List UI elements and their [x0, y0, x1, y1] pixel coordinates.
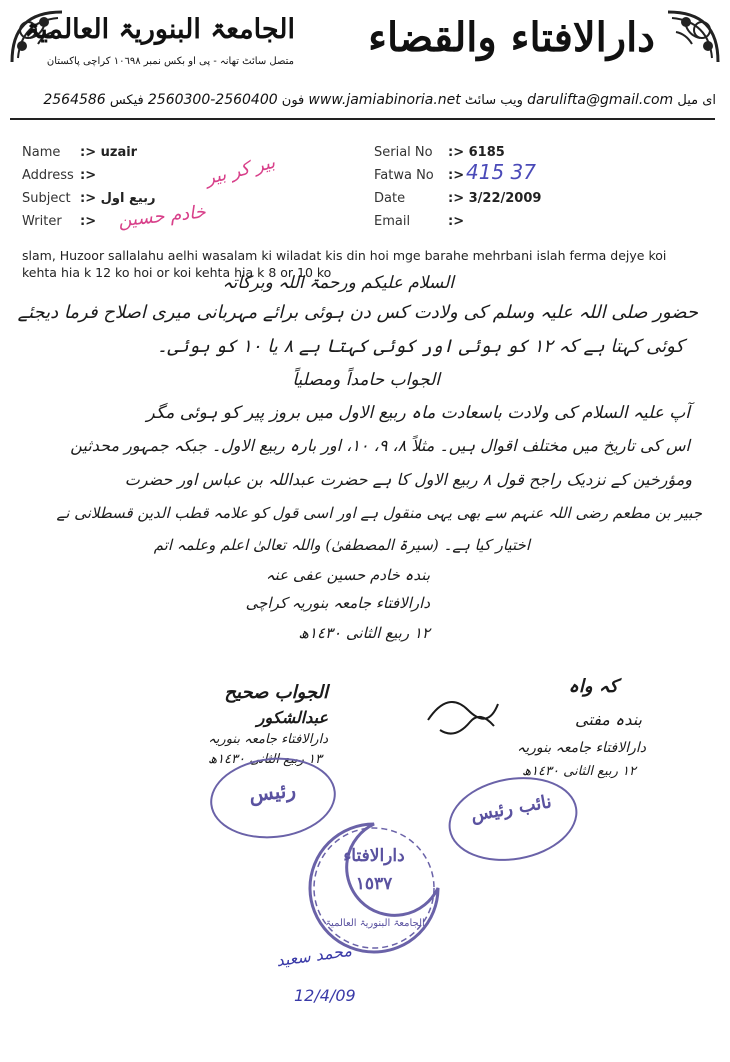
answer-heading: الجواب حامداً ومصلیاً [292, 370, 440, 390]
phone-numbers: 2560300-2560400 [147, 92, 278, 108]
right-stamp-text: نائب رئیس [469, 791, 554, 827]
writer-handwritten: خادم حسین [117, 201, 207, 232]
address-value: :> [80, 168, 97, 183]
serial-label: Serial No [374, 145, 433, 160]
name-label: Name [22, 145, 61, 160]
mufti-signature: بندہ خادم حسین عفی عنہ [265, 566, 430, 584]
crescent-seal-title: دارالافتاء [343, 846, 405, 866]
name-value: :> uzair [80, 145, 138, 160]
left-stamp-text: رئیس [247, 777, 297, 807]
website-url[interactable]: www.jamiabinoria.net [308, 92, 461, 108]
date-label: Date [374, 191, 406, 206]
header-divider [10, 118, 715, 120]
answer-line3: ومؤرخین کے نزدیک راجح قول ٨ ربیع الاول کا ہے حضرت عبداللہ بن عباس اور حضرت [124, 470, 692, 489]
subject-value: :> ربیع اول [80, 191, 156, 206]
mufti-org: دارالافتاء جامعہ بنوریہ کراچی [245, 594, 430, 612]
email-field-label: Email [374, 214, 411, 229]
right-signature-scribble-icon [420, 680, 510, 750]
fatwa-number-handwritten: 415 37 [466, 160, 536, 184]
question-text: slam, Huzoor sallalahu aelhi wasalam ki wiladat kis din hoi mge barahe mehrbani islah ferma dejye koi kehta hia k 12 ko hoi or koi kehta hia k 8 or 10 ko [22, 248, 667, 280]
date-value: :> 3/22/2009 [448, 191, 542, 206]
institution-name: الجامعۃ البنوریۃ العالمیۃ [24, 14, 295, 45]
question-urdu-line2: کوئی کہتا ہے کہ ١٢ کو ہوئی اور کوئی کہتا ہے ٨ یا ١٠ کو ہوئی۔ [156, 336, 684, 357]
bottom-signature-date: 12/4/09 [294, 986, 356, 1005]
fatwa-label: Fatwa No [374, 168, 434, 183]
right-verifier-date: ١٢ ربیع الثانی ١٤٣٠ھ [521, 764, 636, 779]
address-label: Address [22, 168, 74, 183]
email-label: ای میل [677, 93, 716, 108]
answer-line5: اختیار کیا ہے۔ (سیرۃ المصطفیٰ) واللہ تعالیٰ اعلم وعلمہ اتم [153, 536, 530, 554]
answer-line1: آپ علیہ السلام کی ولادت باسعادت ماہ ربیع الاول میں بروز پیر کو ہوئی مگر [146, 403, 690, 423]
website-label: ویب سائٹ [464, 93, 523, 108]
contact-line [0, 92, 716, 108]
mufti-date: ١٢ ربیع الثانی ١٤٣٠ھ [298, 624, 430, 642]
crescent-seal-ring-text: الجامعۃ البنوریۃ العالمیۃ [325, 918, 425, 929]
answer-line4: جبیر بن مطعم رضی اللہ عنہم سے بھی یہی منقول ہے اور اسی قول کو علامہ قطب الدین قسطلانی نے [56, 504, 702, 522]
subject-label: Subject [22, 191, 71, 206]
institution-address: متصل سائٹ تھانہ - پی او بکس نمبر ١٠٦٩٨ کراچی پاکستان [46, 56, 294, 67]
pink-note: بیر کر بیر [203, 151, 278, 190]
bottom-signature: محمد سعید [275, 940, 353, 971]
answer-line2: اس کی تاریخ میں مختلف اقوال ہیں۔ مثلاً ٨، ٩، ١٠، اور بارہ ربیع الاول۔ جبکہ جمہور محدثین [70, 436, 690, 455]
fatwa-value: :> [448, 168, 465, 183]
right-verifier-title: کہ واہ [568, 676, 618, 697]
email-field-value: :> [448, 214, 465, 229]
fax-number: 2564586 [43, 92, 106, 108]
right-stamp-icon [442, 767, 584, 870]
left-verifier-name: عبدالشکور [256, 708, 328, 727]
salutation: السلام علیکم ورحمۃ اللہ وبرکاتہ [222, 273, 454, 293]
writer-value: :> [80, 214, 97, 229]
email-address[interactable]: darulifta@gmail.com [527, 92, 674, 108]
corner-ornament-right-icon [664, 8, 722, 66]
right-verifier-name: بندہ مفتی [575, 710, 642, 729]
writer-label: Writer [22, 214, 62, 229]
crescent-seal-number: ١٥٣٧ [355, 874, 393, 894]
fax-label: فیکس [109, 93, 144, 108]
left-verifier-date: ١٣ ربیع الثانی ١٤٣٠ھ [207, 752, 322, 767]
question-urdu-line1: حضور صلی اللہ علیہ وسلم کی ولادت کس دن ہوئی برائے مہربانی میری اصلاح فرما دیجئے [17, 302, 698, 323]
left-verifier-org: دارالافتاء جامعہ بنوریہ [208, 732, 328, 747]
serial-value: :> 6185 [448, 145, 505, 160]
right-verifier-org: دارالافتاء جامعہ بنوریہ [516, 740, 646, 756]
left-verifier-title: الجواب صحیح [224, 682, 328, 703]
phone-label: فون [281, 93, 305, 108]
department-name: دارالافتاء والقضاء [368, 14, 655, 61]
